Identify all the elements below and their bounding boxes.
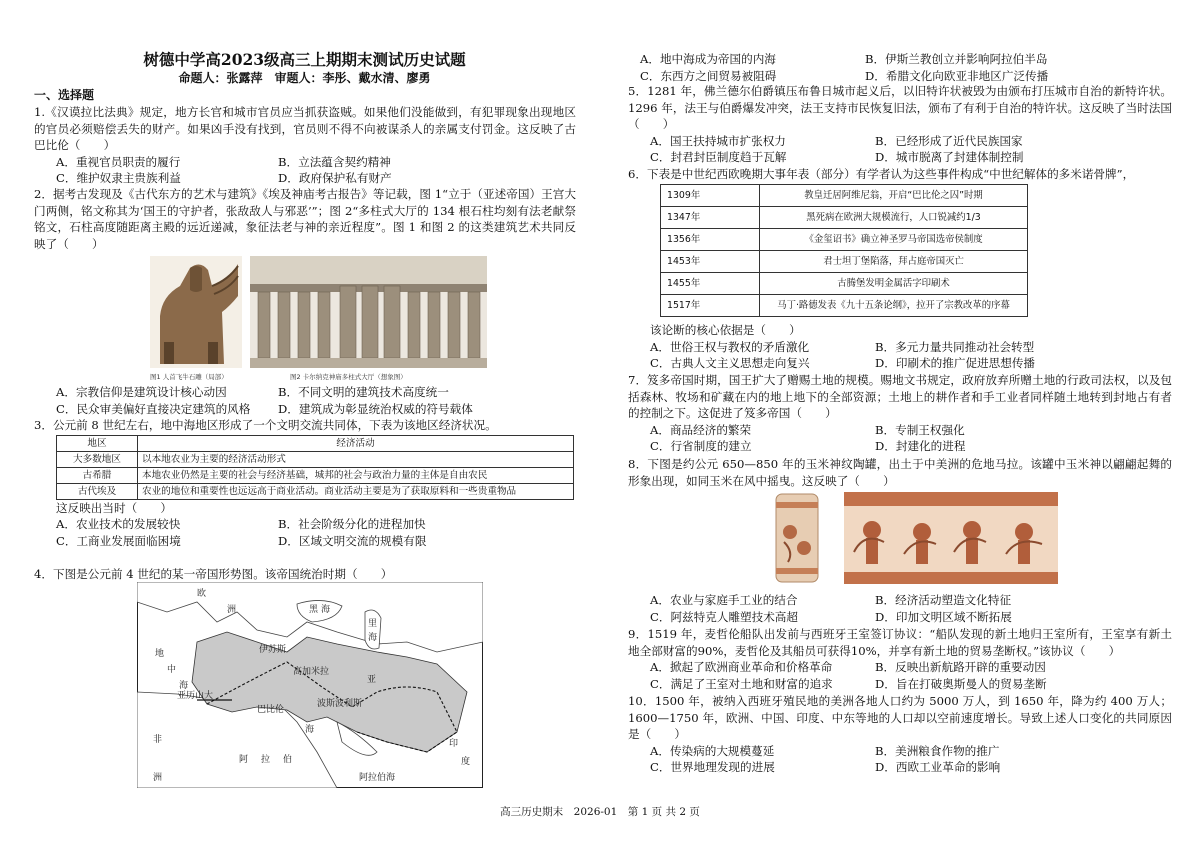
q9-option-a[interactable]: A．掀起了欧洲商业革命和价格革命 [650, 660, 833, 675]
q3-option-d[interactable]: D．区域文明交流的规模有限 [278, 533, 427, 548]
table-cell: 农业的地位和重要性也远远高于商业活动。商业活动主要是为了获取原料和一些贵重物品 [138, 483, 574, 499]
q3-table-header: 经济活动 [138, 435, 574, 451]
q8-option-a[interactable]: A．农业与家庭手工业的结合 [650, 593, 798, 607]
map-label: 洲 [153, 773, 163, 783]
table-row [57, 483, 574, 499]
question-6-stem: 6．下表是中世纪西欧晚期大事年表（部分）有学者认为这些事件构成“中世纪解体的多米诺骨牌”， [628, 167, 1135, 181]
q1-option-d[interactable]: D．政府保护私有财产 [278, 171, 392, 186]
map-label: 中 [167, 665, 177, 675]
question-5 [628, 83, 1172, 166]
question-3-stem: 3．公元前 8 世纪左右，地中海地区形成了一个文明交流共同体，下表为该地区经济状况。 [34, 418, 497, 432]
q3-table [56, 435, 574, 500]
q6-option-c[interactable]: C．古典人文主义思想走向复兴 [650, 356, 810, 371]
map-label: 印 [449, 739, 459, 749]
table-row [661, 229, 1028, 251]
q3-option-c[interactable]: C．工商业发展面临困境 [56, 533, 181, 548]
map-label: 黑 [309, 605, 319, 615]
table-row [661, 207, 1028, 229]
q10-option-d[interactable]: D．西欧工业革命的影响 [875, 760, 1001, 775]
table-cell: 古希腊 [57, 467, 138, 483]
table-cell: 1356年 [661, 229, 760, 251]
q2-option-a[interactable]: A．宗教信仰是建筑设计核心动因 [56, 385, 227, 399]
q1-option-a[interactable]: A．重视官员职责的履行 [56, 154, 181, 169]
q8-option-b[interactable]: B．经济活动塑造文化特征 [875, 593, 1012, 607]
map-label: 波斯波利斯 [317, 699, 363, 709]
table-cell: 古代埃及 [57, 483, 138, 499]
map-label: 阿拉伯海 [359, 773, 396, 783]
table-cell: 黑死病在欧洲大规模流行，人口锐减约1/3 [760, 207, 1028, 229]
q8-option-c[interactable]: C．阿兹特克人雕塑技术高超 [650, 609, 798, 624]
question-4-options [640, 51, 1170, 84]
map-label: 海 [368, 633, 378, 643]
question-2-stem: 2．据考古发现及《古代东方的艺术与建筑》《埃及神庙考古报告》等记载，图 1“立于（亚述帝国）王宫大门两侧，铭文称其为‘国王的守护者，张敌敌人与邪恶’”；图 2“多柱式大厅的 134 根石柱均刻有法老献祭铭文，石柱高度随距离主殿的远近递减，象征法老与神的亲近程度”。图 1 和图 2 的这类建筑艺术共同反映了（ ） [34, 187, 576, 251]
table-row [661, 295, 1028, 317]
question-8-options [650, 592, 1172, 625]
q7-option-a[interactable]: A．商品经济的繁荣 [650, 422, 752, 437]
table-cell: 君士坦丁堡陷落，拜占庭帝国灭亡 [760, 251, 1028, 273]
map-label: 海 [179, 681, 189, 691]
table-cell: 1453年 [661, 251, 760, 273]
figure-2-caption: 图2 卡尔纳克神庙多柱式大厅（想象图） [290, 373, 407, 381]
table-row [57, 467, 574, 483]
q6-timeline-table [660, 184, 1028, 317]
table-cell: 1309年 [661, 185, 760, 207]
q4-option-b[interactable]: B．伊斯兰教创立并影响阿拉伯半岛 [865, 52, 1048, 66]
q7-option-d[interactable]: D．封建化的进程 [875, 439, 966, 454]
table-row [57, 451, 574, 467]
map-label: 伯 [283, 755, 293, 765]
question-7-stem: 7．笈多帝国时期，国王扩大了赠赐土地的规模。赐地文书规定，政府放弃所赠土地的行政司法权，以及包括森林、牧场和矿藏在内的地上地下的全部资源；土地上的耕作者和手工业者同样随土地转到封地占有者的控制之下。这促进了笈多帝国（ ） [628, 373, 1172, 421]
table-row [661, 185, 1028, 207]
question-6-tail [650, 322, 1172, 372]
map-label: 非 [153, 735, 163, 745]
map-label: 巴比伦 [257, 705, 285, 715]
question-3 [34, 417, 576, 549]
empire-map [137, 582, 483, 788]
lamassu-image [150, 256, 242, 368]
table-cell: 以本地农业为主要的经济活动形式 [138, 451, 574, 467]
q10-option-c[interactable]: C．世界地理发现的进展 [650, 760, 775, 775]
q4-option-d[interactable]: D．希腊文化向欧亚非地区广泛传播 [865, 68, 1049, 83]
exam-authors: 命题人：张露萍 审题人：李彤、戴水清、廖勇 [178, 71, 431, 85]
q3-option-b[interactable]: B．社会阶级分化的进程加快 [278, 517, 426, 532]
question-9 [628, 626, 1172, 692]
question-8-stem: 8．下图是约公元 650—850 年的玉米神纹陶罐，出土于中美洲的危地马拉。该罐中玉米神以翩翩起舞的形象出现，如同玉米在风中摇曳。这反映了（ ） [628, 457, 1172, 488]
map-label: 海 [321, 605, 331, 615]
q4-option-c[interactable]: C．东西方之间贸易被阻碍 [640, 68, 777, 83]
question-2 [34, 186, 576, 252]
q2-option-b[interactable]: B．不同文明的建筑技术高度统一 [278, 385, 449, 399]
q7-option-b[interactable]: B．专制王权强化 [875, 422, 965, 437]
q3-table-header: 地区 [57, 435, 138, 451]
table-cell: 1347年 [661, 207, 760, 229]
q10-option-a[interactable]: A．传染病的大规模蔓延 [650, 743, 775, 758]
table-cell: 大多数地区 [57, 451, 138, 467]
q5-option-d[interactable]: D．城市脱离了封建体制控制 [875, 150, 1024, 165]
map-label: 里 [368, 619, 378, 629]
question-1-stem: 1.《汉谟拉比法典》规定，地方长官和城市官员应当抓获盗贼。如果他们没能做到，有犯罪现象出现地区的官员必须赔偿丢失的财产。如果凶手没有找到，官员则不得不向被谋杀人的亲属支付罚金。这反映了古巴比伦（ ） [34, 105, 576, 153]
question-6 [628, 166, 1172, 183]
page-footer: 高三历史期末 2026-01 第 1 页 共 2 页 [500, 806, 700, 818]
hypostyle-hall-image [250, 256, 487, 368]
table-cell: 《金玺诏书》确立神圣罗马帝国选帝侯制度 [760, 229, 1028, 251]
q1-option-b[interactable]: B．立法蕴含契约精神 [278, 154, 391, 169]
q4-option-a[interactable]: A．地中海成为帝国的内海 [640, 52, 776, 66]
q3-option-a[interactable]: A．农业技术的发展较快 [56, 517, 181, 532]
map-label: 地 [155, 649, 165, 659]
q2-option-d[interactable]: D．建筑成为彰显统治权威的符号载体 [278, 401, 473, 416]
q5-option-b[interactable]: B．已经形成了近代民族国家 [875, 133, 1023, 148]
table-cell: 1517年 [661, 295, 760, 317]
q2-option-c[interactable]: C．民众审美偏好直接决定建筑的风格 [56, 401, 251, 416]
vase-rollout-image [844, 492, 1058, 584]
question-6-prompt: 该论断的核心依据是（ ） [650, 323, 801, 337]
q10-option-b[interactable]: B．美洲粮食作物的推广 [875, 743, 1000, 758]
figure-1-caption: 图1 人首飞牛石雕（局部） [150, 373, 228, 381]
question-1 [34, 104, 576, 187]
section-heading: 一、选择题 [34, 88, 95, 102]
table-row [661, 273, 1028, 295]
exam-title: 树德中学高2023级高三上期期末测试历史试题 [143, 50, 466, 69]
table-cell: 古腾堡发明金属活字印刷术 [760, 273, 1028, 295]
q9-option-c[interactable]: C．满足了王室对土地和财富的追求 [650, 676, 833, 691]
q6-option-d[interactable]: D．印刷术的推广促进思想传播 [875, 356, 1036, 371]
map-label: 海 [305, 725, 315, 735]
question-10-stem: 10．1500 年，被纳入西班牙殖民地的美洲各地人口约为 5000 万人，到 1650 年，降为约 400 万人；1600—1750 年，欧洲、中国、印度、中东等地的人口却以空前速度增长。导致上述人口变化的共同原因是（ ） [628, 694, 1172, 742]
map-label: 伊苏斯 [259, 645, 287, 655]
question-2-options [56, 384, 576, 417]
q9-option-b[interactable]: B．反映出新航路开辟的重要动因 [875, 660, 1046, 675]
question-9-stem: 9．1519 年，麦哲伦船队出发前与西班牙王室签订协议：“船队发现的新土地归王室所有，王室享有新土地全部财富的90%，麦哲伦及其船员可获得10%，并享有新土地的贸易垄断权。”该协议（ ） [628, 627, 1172, 658]
map-label: 亚历山大 [177, 691, 214, 701]
q6-option-b[interactable]: B．多元力量共同推动社会转型 [875, 339, 1035, 354]
map-label: 高加米拉 [293, 667, 330, 677]
map-label: 亚 [367, 675, 377, 685]
table-cell: 教皇迁居阿维尼翁，开启“巴比伦之囚”时期 [760, 185, 1028, 207]
question-3-prompt: 这反映出当时（ ） [56, 500, 172, 515]
q5-option-c[interactable]: C．封君封臣制度趋于瓦解 [650, 150, 787, 165]
q6-option-a[interactable]: A．世俗王权与教权的矛盾激化 [650, 339, 810, 354]
map-label: 洲 [227, 605, 237, 615]
table-cell: 马丁·路德发表《九十五条论纲》，拉开了宗教改革的序幕 [760, 295, 1028, 317]
map-label: 度 [461, 757, 471, 767]
q7-option-c[interactable]: C．行省制度的建立 [650, 439, 752, 454]
q1-option-c[interactable]: C．维护奴隶主贵族利益 [56, 171, 181, 186]
question-4-stem: 4．下图是公元前 4 世纪的某一帝国形势图。该帝国统治时期（ ） [34, 567, 393, 581]
question-8 [628, 456, 1172, 489]
map-label: 阿 [239, 755, 249, 765]
question-5-stem: 5．1281 年，佛兰德尔伯爵镇压布鲁日城市起义后，以旧特许状被毁为由颁布打压城市自治的新特许状。1296 年，法王与伯爵爆发冲突，法王支持市民恢复旧法，颁布了有利于自治的特许状。这反映了当时法国（ ） [628, 84, 1172, 132]
maize-god-vase-image [774, 492, 820, 584]
table-cell: 本地农业仍然是主要的社会与经济基础，城邦的社会与政治力量的主体是自由农民 [138, 467, 574, 483]
table-cell: 1455年 [661, 273, 760, 295]
q9-option-d[interactable]: D．旨在打破奥斯曼人的贸易垄断 [875, 676, 1047, 691]
question-10 [628, 693, 1172, 776]
question-7 [628, 372, 1172, 455]
table-row [661, 251, 1028, 273]
q5-option-a[interactable]: A．国王扶持城市扩张权力 [650, 133, 786, 148]
map-label: 欧 [197, 589, 207, 599]
question-4 [34, 566, 576, 583]
q8-option-d[interactable]: D．印加文明区域不断拓展 [875, 609, 1012, 624]
map-label: 拉 [261, 755, 271, 765]
